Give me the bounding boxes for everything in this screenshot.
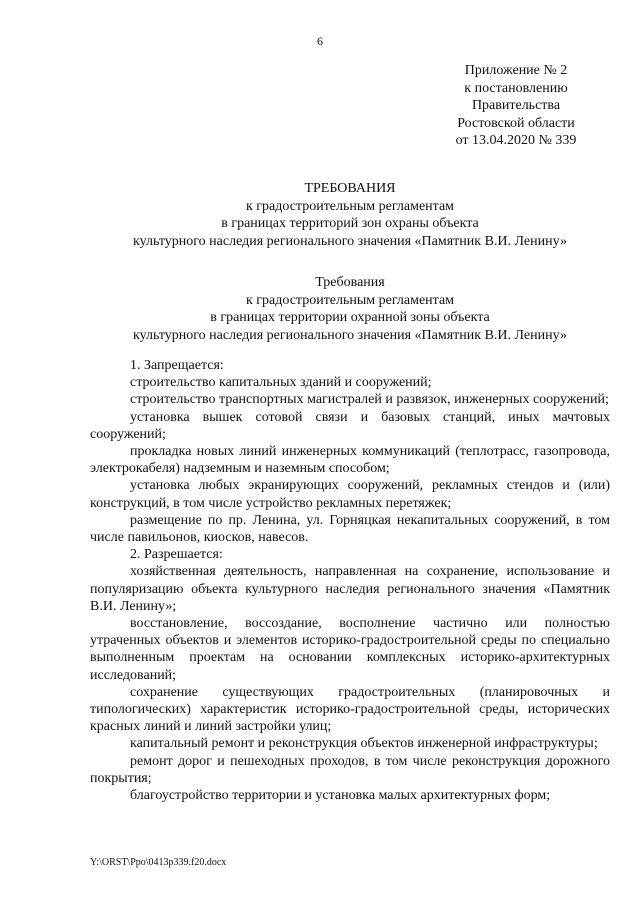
sub-title-line: культурного наследия регионального значения «Памятник В.И. Ленину»: [133, 327, 567, 343]
appendix-line: к постановлению: [464, 80, 568, 96]
sub-title-heading: Требования: [315, 275, 385, 290]
list-item: ремонт дорог и пешеходных проходов, в том числе реконструкция дорожного покрытия;: [90, 753, 610, 786]
section-heading-prohibited: 1. Запрещается:: [130, 358, 224, 373]
sub-title-line: к градостроительным регламентам: [245, 292, 455, 308]
section-heading-permitted: 2. Разрешается:: [130, 547, 223, 563]
appendix-line: Правительства: [471, 98, 561, 114]
main-title: [90, 180, 610, 250]
main-title-line: к градостроительным регламентам: [245, 198, 455, 214]
list-item: строительство капитальных зданий и сооружений;: [130, 375, 432, 391]
sub-title-line: в границах территории охранной зоны объекта: [210, 310, 490, 325]
list-item: установка вышек сотовой связи и базовых станций, иных мачтовых сооружений;: [90, 409, 610, 442]
requirements-body: [90, 357, 610, 804]
main-title-heading: ТРЕБОВАНИЯ: [304, 181, 396, 196]
appendix-line: от 13.04.2020 № 339: [455, 133, 577, 149]
sub-title: [90, 274, 610, 344]
list-item: благоустройство территории и установка малых архитектурных форм;: [130, 788, 551, 804]
appendix-line: Приложение № 2: [464, 63, 568, 78]
page-number: 6: [317, 34, 323, 48]
list-item: сохранение существующих градостроительных (планировочных и типологических) характеристик историко-градостроительной среды, исторических красных линий и линий застройки улиц;: [90, 684, 610, 735]
appendix-line: Ростовской области: [457, 115, 575, 131]
appendix-reference: [440, 62, 592, 150]
list-item: размещение по пр. Ленина, ул. Горняцкая некапитальных сооружений, в том числе павильонов, киосков, навесов.: [90, 512, 610, 546]
list-item: капитальный ремонт и реконструкция объектов инженерной инфраструктуры;: [130, 736, 598, 752]
main-title-line: культурного наследия регионального значения «Памятник В.И. Ленину»: [133, 233, 567, 249]
list-item: строительство транспортных магистралей и развязок, инженерных сооружений;: [130, 392, 609, 408]
list-item: прокладка новых линий инженерных коммуникаций (теплотрасс, газопровода, электрокабеля) надземным и наземным способом;: [90, 444, 610, 477]
list-item: хозяйственная деятельность, направленная на сохранение, использование и популяризацию объекта культурного наследия регионального значения «Памятник В.И. Ленину»;: [90, 564, 610, 614]
list-item: установка любых экранирующих сооружений, рекламных стендов и (или) конструкций, в том числе устройство рекламных перетяжек;: [90, 478, 610, 511]
footer-file-path: Y:\ORST\Ppo\0413p339.f20.docx: [90, 857, 227, 868]
list-item: восстановление, воссоздание, восполнение частично или полностью утраченных объектов и элементов историко-градостроительной среды по специально выполненным проектам на основании комплексных историко-архитектурных исследований;: [90, 616, 610, 683]
main-title-line: в границах территорий зон охраны объекта: [221, 216, 479, 231]
